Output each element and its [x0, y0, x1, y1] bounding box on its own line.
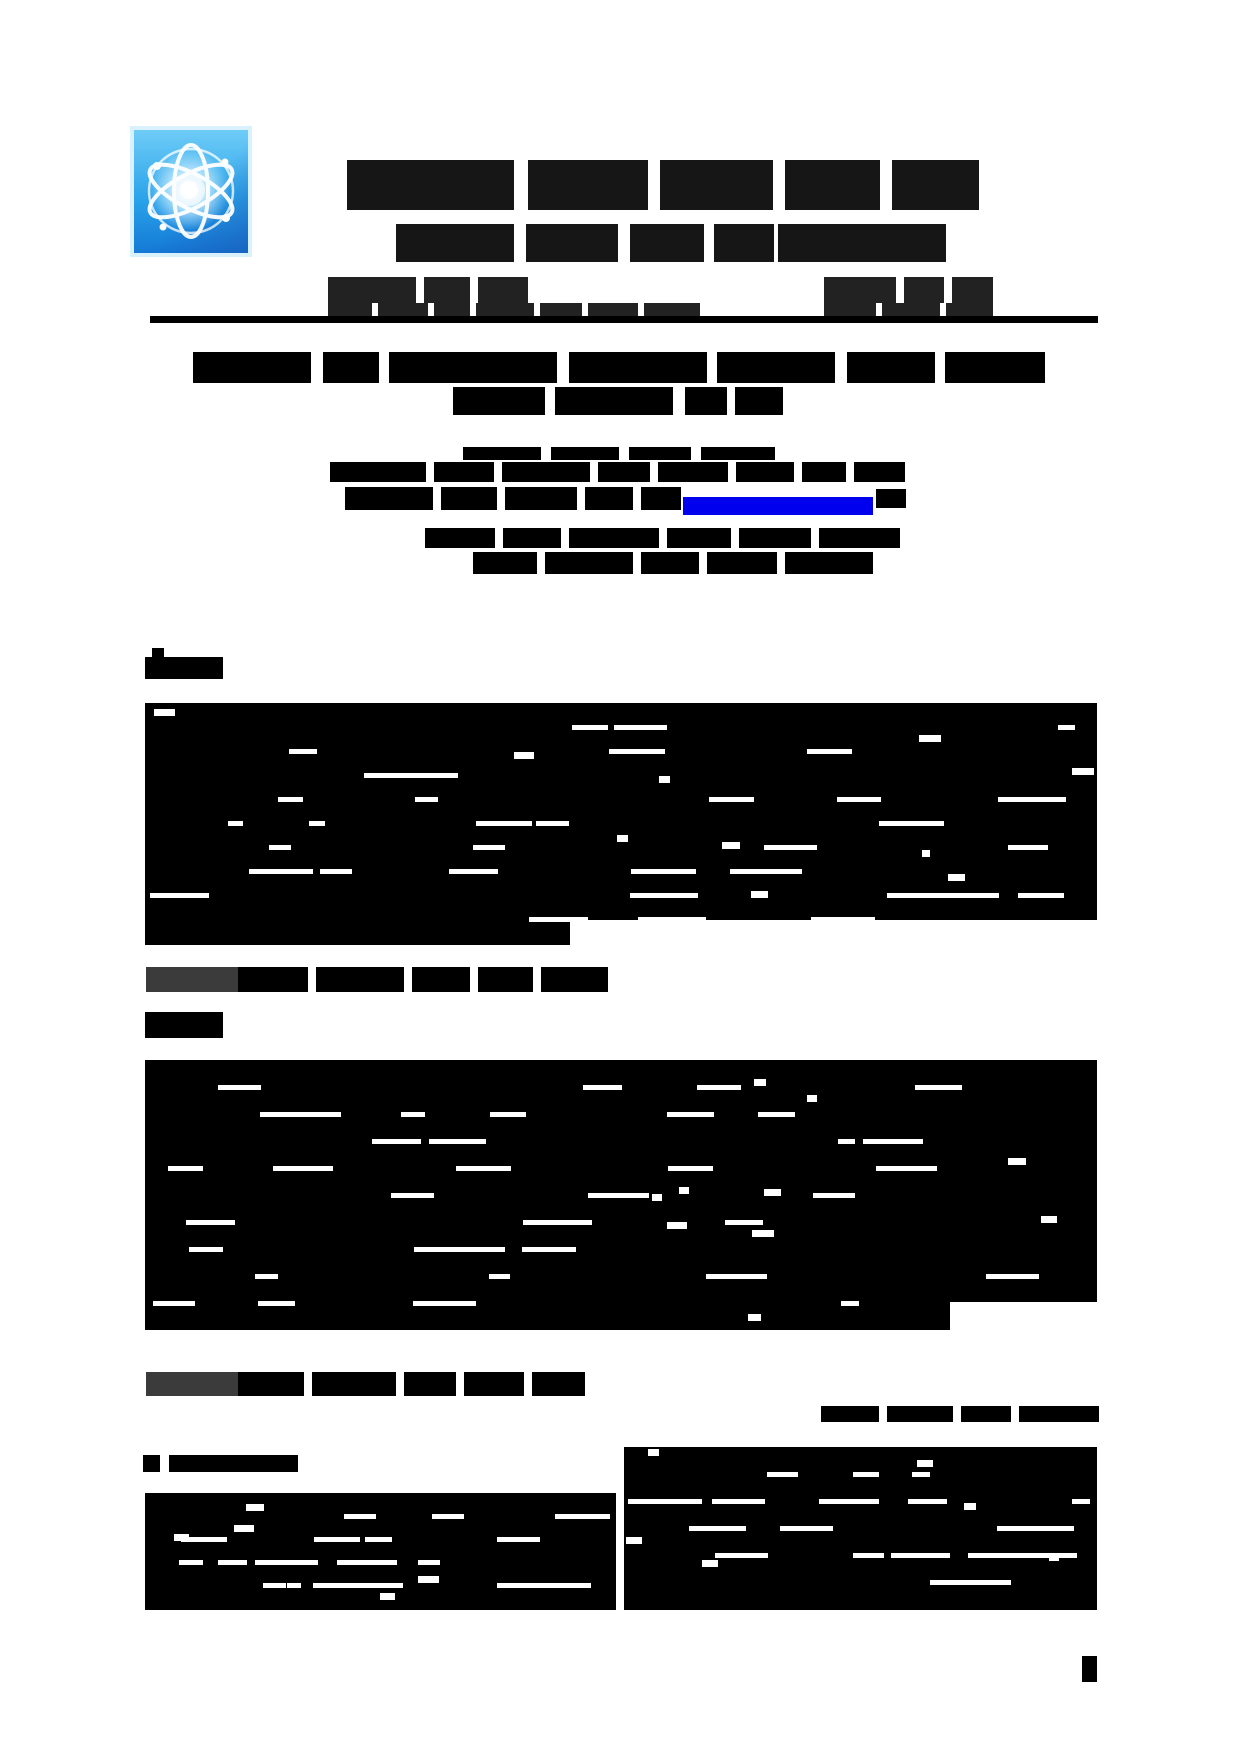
scan-noise-speck [626, 1537, 641, 1544]
scan-noise-slit [526, 1583, 591, 1588]
scan-noise-slit [372, 1537, 391, 1542]
scan-noise-slit [997, 1526, 1053, 1531]
scan-noise-slit [912, 1472, 930, 1477]
redacted-word-block [1019, 1406, 1099, 1422]
redacted-word-block [821, 1406, 879, 1422]
scan-noise-slit [908, 1499, 947, 1504]
redacted-word-block [169, 1455, 298, 1472]
scan-noise-speck [246, 1504, 264, 1511]
scan-noise-slit [313, 1583, 354, 1588]
copyright-line [821, 1406, 1099, 1422]
redacted-word-block [1011, 1406, 1019, 1422]
scan-noise-slit [647, 1499, 702, 1504]
redacted-word-block [879, 1406, 887, 1422]
scan-noise-slit [942, 1580, 1005, 1585]
scan-noise-speck [380, 1593, 395, 1600]
scan-noise-speck [418, 1576, 438, 1583]
scan-noise-speck [702, 1560, 718, 1567]
scan-noise-speck [648, 1449, 659, 1456]
scan-noise-slit [179, 1560, 204, 1565]
redacted-word-block [961, 1406, 1011, 1422]
scan-noise-speck [234, 1525, 254, 1532]
intro-paragraph-right [624, 1447, 1097, 1610]
scan-noise-slit [263, 1583, 285, 1588]
scan-noise-speck [964, 1503, 976, 1510]
page-number [1082, 1656, 1097, 1682]
redacted-word-block [160, 1455, 169, 1472]
scan-noise-slit [418, 1560, 440, 1565]
scan-noise-speck [174, 1534, 189, 1541]
scan-noise-slit [715, 1553, 768, 1558]
scan-noise-slit [1072, 1499, 1091, 1504]
redacted-word-block [143, 1455, 160, 1472]
scan-noise-slit [853, 1553, 884, 1558]
scan-noise-slit [432, 1514, 464, 1519]
redacted-word-block [953, 1406, 961, 1422]
scan-noise-slit [712, 1499, 765, 1504]
scan-noise-slit [555, 1514, 611, 1519]
scan-noise-slit [344, 1514, 376, 1519]
scan-noise-slit [337, 1560, 397, 1565]
redacted-word-block [887, 1406, 953, 1422]
scan-noise-slit [891, 1553, 950, 1558]
scan-noise-speck [917, 1460, 933, 1467]
scan-noise-slit [767, 1472, 798, 1477]
scan-noise-slit [314, 1537, 360, 1542]
section-1-heading [143, 1455, 298, 1472]
scan-noise-slit [968, 1553, 1018, 1558]
scan-noise-slit [780, 1526, 833, 1531]
scan-noise-speck [1049, 1554, 1060, 1561]
scan-noise-slit [689, 1526, 746, 1531]
intro-paragraph-left [145, 1493, 616, 1610]
scan-noise-slit [255, 1560, 317, 1565]
scan-noise-slit [287, 1583, 301, 1588]
scan-noise-slit [218, 1560, 248, 1565]
scan-noise-slit [853, 1472, 879, 1477]
scan-noise-slit [497, 1537, 540, 1542]
scan-noise-slit [819, 1499, 879, 1504]
